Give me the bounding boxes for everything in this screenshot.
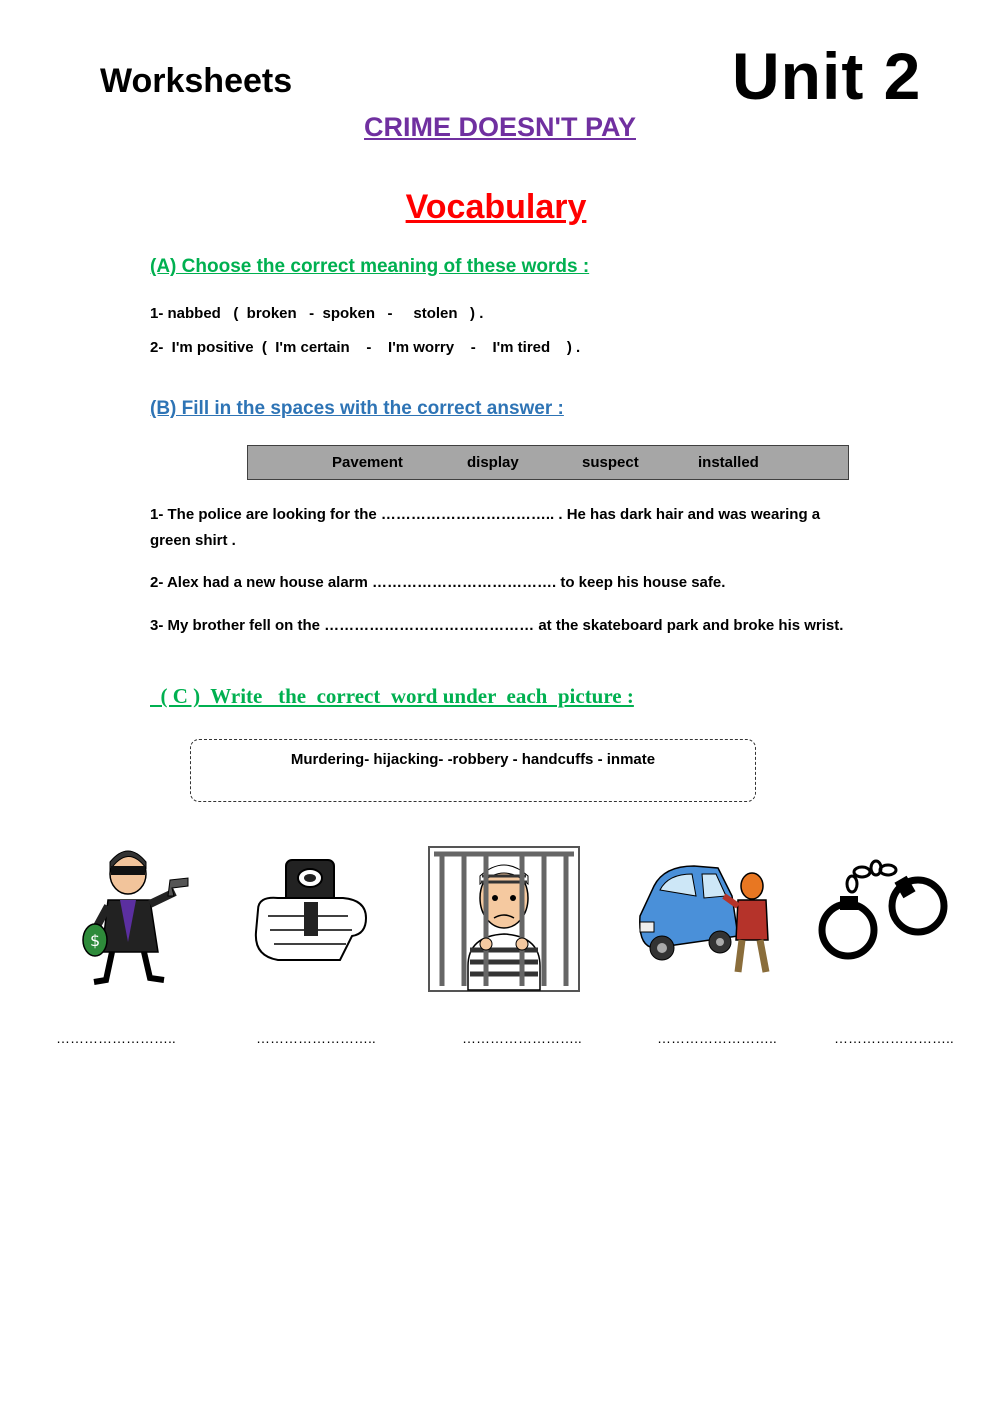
part-b-sentence-2: 2- Alex had a new house alarm ………………………………. to keep his house safe. [150, 574, 726, 591]
svg-text:$: $ [90, 931, 101, 950]
section-title: Vocabulary [405, 188, 587, 226]
word-box-item: Pavement [332, 454, 403, 471]
part-c-word-list: Murdering- hijacking- -robbery - handcuffs - inmate [290, 751, 656, 768]
word-box [247, 445, 849, 480]
robber-icon [80, 842, 190, 987]
answer-blank[interactable]: …………………….. [834, 1030, 954, 1046]
word-box-item: installed [698, 454, 759, 471]
part-c-word-box [190, 739, 756, 802]
part-c-heading: ( C ) Write the correct word under each picture : [150, 684, 634, 708]
worksheets-label: Worksheets [100, 62, 293, 100]
inmate-icon [428, 846, 580, 992]
part-b-heading: (B) Fill in the spaces with the correct answer : [150, 398, 564, 419]
part-a-item-1: 1- nabbed ( broken - spoken - stolen ) . [150, 305, 484, 322]
answer-blank[interactable]: …………………….. [56, 1030, 176, 1046]
part-a-item-2: 2- I'm positive ( I'm certain - I'm worry - I'm tired ) . [150, 339, 581, 356]
part-b-sentence-3: 3- My brother fell on the …………………………………… at the skateboard park and broke his wrist. [150, 617, 844, 634]
unit-label: Unit 2 [732, 39, 922, 113]
word-box-item: display [467, 454, 519, 471]
word-box-item: suspect [582, 454, 639, 471]
answer-blank[interactable]: …………………….. [657, 1030, 777, 1046]
part-b-sentence-1: 1- The police are looking for the …………………………….. . He has dark hair and was wearing a green shirt . [150, 506, 821, 549]
page-title: CRIME DOESN'T PAY [364, 112, 636, 142]
part-a-heading: (A) Choose the correct meaning of these words : [150, 256, 590, 277]
answer-blank[interactable]: …………………….. [462, 1030, 582, 1046]
handcuffs-icon [816, 858, 952, 964]
answer-blank[interactable]: …………………….. [256, 1030, 376, 1046]
hijacking-icon [634, 856, 774, 980]
gun-icon [248, 856, 372, 966]
